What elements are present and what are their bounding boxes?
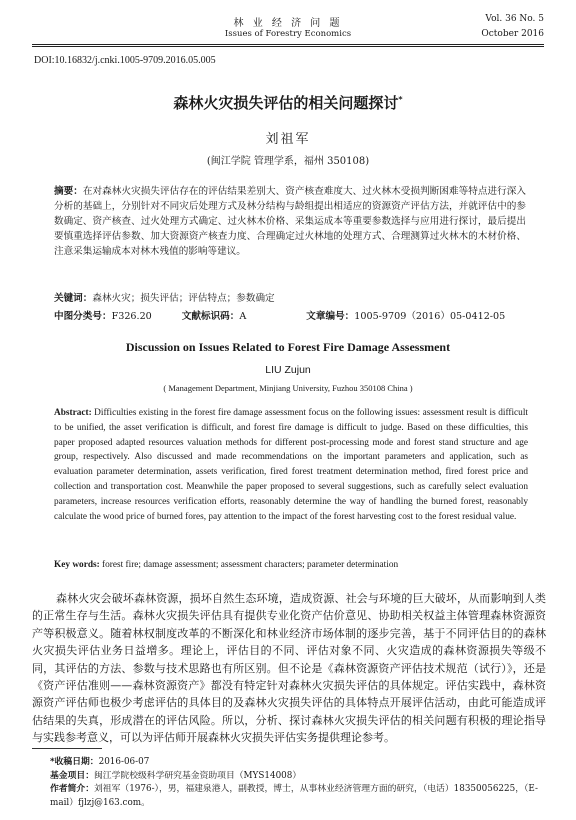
classification-row [54,308,534,322]
paper-title-cn [0,92,576,113]
footnote-fund [50,770,546,784]
abstract-cn [54,184,526,259]
footnote-received [50,756,546,770]
header-rule [32,44,544,45]
author-bio: 刘祖军（1976-），男，福建泉港人，副教授，博士，从事林业经济管理方面的研究，（电话）18350056225，（E-mail）fjlzj@163.com。 [50,784,538,808]
abstract-en [54,406,528,524]
keywords-en-label: Key words: [54,560,100,570]
received-date: 2016-06-07 [98,757,150,767]
body-paragraph: 森林火灾会破坏森林资源，损坏自然生态环境，造成资源、社会与环境的巨大破坏，从而影响到人类的正常生存与生活。森林火灾损失评估具有提供专业化资产估价意见、协助相关权益主体管理森林资源资产等积极意义。随着林权制度改革的不断深化和林业经济市场体制的逐步完善，基于不同评估目的的森林火灾损失评估业务日益增多。理论上，评估目的不同、评估对象不同、火灾造成的森林资源损失等级不同，其评估的方法、参数与技术思路也有所区别。但不论是《森林资源资产评估技术规范（试行）》，还是《资产评估准则——森林资源资产》都没有特定针对森林火灾损失评估的具体规定。评估实践中，森林资源资产评估师也极少考虑评估的具体目的及森林火灾损失评估的具体特点开展评估活动，由此可能造成评估结果的失真，形成潜在的评估风险。所以，分析、探讨森林火灾损失评估的相关问题有积极的理论指导与实践参考意义，可以为评估师开展森林火灾损失评估实务提供理论参考。 [32,592,546,745]
article-number-value: 1005-9709（2016）05-0412-05 [354,311,506,322]
title-footnote-mark: * [398,95,403,104]
abstract-en-text: Difficulties existing in the forest fire damage assessment focus on the following issues: assessment result is difficult to be unified, the asset verification is difficult, and forest fire damage is difficult to judge. Based on these difficulties, this paper proposed adapted resources valuation methods for different post-processing mode and forest stand structure and age group, respectively. Also discussed and made recommendations on the important parameters and application, such as evaluation parameter determination, assets verification, fired forest treatment determination method, fired forest price and collection and transportation cost. Meanwhile the paper proposed to several suggestions, such as carefully select evaluation parameters, increase resources verification efforts, reasonably determine the way of handling the burned forest, reasonably calculate the wood price of burned fores, pay attention to the impact of the forest harvesting cost to the forest residual value. [54,408,528,522]
paper-title-cn-text: 森林火灾损失评估的相关问题探讨 [173,94,399,112]
keywords-en-text: forest fire; damage assessment; assessment characters; parameter determination [99,560,399,570]
author-bio-label: 作者简介： [50,784,94,795]
clc-value: F326.20 [111,311,152,322]
doc-code-label: 文献标识码： [181,311,240,322]
journal-title-cn: 林 业 经 济 问 题 [233,18,343,29]
footnote-rule [32,748,102,749]
doc-code-value: A [239,311,247,322]
header-rule-thin [32,46,544,47]
author-cn: 刘祖军 [265,132,311,147]
footnote [50,756,546,810]
issue-date: October 2016 [481,29,544,39]
fund-label: 基金项目： [50,770,94,781]
volume-number: Vol. 36 No. 5 [485,14,544,24]
keywords-cn-text: 森林火灾；损失评估；评估特点；参数确定 [92,293,275,304]
author-en: LIU Zujun [265,364,311,376]
affiliation-en: ( Management Department, Minjiang University, Fuzhou 350108 China ) [163,383,413,393]
keywords-cn [54,290,534,304]
abstract-cn-label: 摘要： [54,186,83,197]
keywords-cn-label: 关键词： [54,293,93,304]
doi: DOI:10.16832/j.cnki.1005-9709.2016.05.005 [34,55,216,66]
fund-value: 闽江学院校级科学研究基金资助项目（MYS14008） [94,770,302,781]
paper-title-en: Discussion on Issues Related to Forest Fire Damage Assessment [125,340,451,354]
abstract-en-label: Abstract: [54,408,92,418]
footnote-author [50,783,546,810]
affiliation-cn: (闽江学院 管理学系，福州 350108) [206,156,370,167]
clc-label: 中图分类号： [54,311,112,322]
abstract-cn-text: 在对森林火灾损失评估存在的评估结果差别大、资产核查难度大、过火林木受损判断困难等特点进行深入分析的基础上，分别针对不同灾后处理方式及林分结构与龄组提出相适应的资源资产评估方法，并就评估中的参数确定、资产核查、过火处理方式确定、过火林木价格、采集运成本等重要参数选择与应用进行探讨，最后提出要慎重选择评估参数、加大资源资产核查力度、合理确定过火林地的处理方式、合理测算过火林木的木材价格、注意采集运输成本对林木残值的影响等建议。 [54,186,527,257]
journal-title-en: Issues of Forestry Economics [224,29,352,39]
received-label: *收稿日期： [50,757,99,767]
article-number-label: 文章编号： [306,311,355,322]
keywords-en [54,560,534,570]
